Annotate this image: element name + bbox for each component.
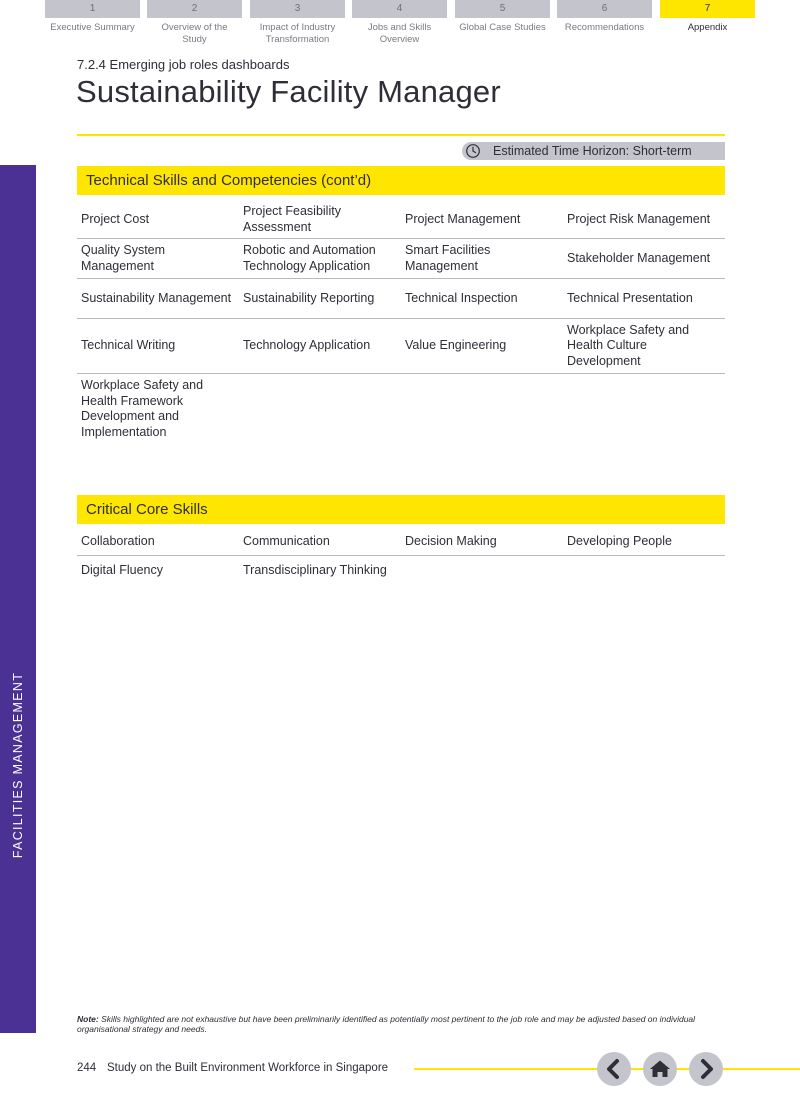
skill-cell: Stakeholder Management: [567, 250, 711, 265]
skill-cell: Developing People: [567, 533, 672, 548]
nav-tab-number: 3: [250, 0, 345, 18]
skills-row: [77, 279, 725, 319]
nav-tab-label: Global Case Studies: [459, 22, 546, 33]
nav-tab-number: 2: [147, 0, 242, 18]
skills-row: [77, 557, 725, 585]
nav-tab-appendix[interactable]: [660, 0, 755, 50]
skill-cell: Collaboration: [81, 533, 155, 548]
skill-cell: Project Management: [405, 211, 521, 226]
footnote-text: Skills highlighted are not exhaustive but have been preliminarily identified as potentially most pertinent to the job role and may be adjusted based on individual organisational strategy and needs.: [77, 1014, 696, 1034]
nav-tab-number: 1: [45, 0, 140, 18]
skill-cell: Digital Fluency: [81, 563, 163, 578]
skill-cell: Technical Inspection: [405, 290, 518, 305]
skill-cell: Sustainability Reporting: [243, 290, 375, 305]
skill-cell: Workplace Safety and Health Framework Development and Implementation: [81, 378, 204, 439]
home-button[interactable]: [643, 1052, 677, 1086]
footnote-prefix: Note:: [77, 1014, 99, 1024]
page-title: Sustainability Facility Manager: [76, 74, 501, 109]
chevron-right-icon: [689, 1052, 723, 1086]
nav-tab-number: 6: [557, 0, 652, 18]
nav-tab-label: Executive Summary: [50, 22, 135, 33]
skill-cell: Value Engineering: [405, 338, 507, 353]
skill-cell: Technical Writing: [81, 338, 176, 353]
time-horizon-badge: [462, 142, 725, 160]
nav-tab-overview[interactable]: [147, 0, 242, 50]
skill-cell: Transdisciplinary Thinking: [243, 563, 387, 578]
skills-row: [77, 374, 725, 444]
skill-cell: Sustainability Management: [81, 290, 232, 305]
skill-cell: Project Risk Management: [567, 211, 711, 226]
skills-row: [77, 319, 725, 374]
sidebar: [0, 165, 36, 1033]
skills-row: [77, 201, 725, 239]
skills-row: [77, 239, 725, 279]
skill-cell: [239, 374, 401, 444]
technical-skills-heading-text: Technical Skills and Competencies (cont’d): [86, 172, 372, 189]
skills-row: [77, 528, 725, 556]
nav-tab-label: Impact of Industry Transformation: [259, 22, 336, 45]
skill-cell: Workplace Safety and Health Culture Development: [567, 322, 690, 368]
page-number: 244: [77, 1062, 97, 1074]
nav-tab-impact[interactable]: [250, 0, 345, 50]
nav-tab-label: Overview of the Study: [161, 22, 228, 45]
skill-cell: Communication: [243, 533, 330, 548]
clock-icon: [465, 143, 481, 159]
skill-cell: Technical Presentation: [567, 290, 693, 305]
core-skills-heading-text: Critical Core Skills: [86, 501, 208, 518]
previous-page-button[interactable]: [597, 1052, 631, 1086]
skill-cell: [563, 374, 725, 444]
skill-cell: Quality System Management: [81, 243, 166, 273]
nav-tab-recommendations[interactable]: [557, 0, 652, 50]
nav-tab-number: 4: [352, 0, 447, 18]
skill-cell: [401, 557, 563, 585]
skill-cell: Robotic and Automation Technology Application: [243, 243, 376, 273]
time-horizon-label: Estimated Time Horizon: Short-term: [493, 144, 692, 158]
nav-tab-label: Appendix: [687, 22, 728, 33]
skill-cell: [401, 374, 563, 444]
title-divider: [77, 134, 725, 136]
nav-tab-jobs-skills[interactable]: [352, 0, 447, 50]
chevron-left-icon: [597, 1052, 631, 1086]
home-icon: [643, 1052, 677, 1086]
next-page-button[interactable]: [689, 1052, 723, 1086]
skill-cell: Project Feasibility Assessment: [243, 204, 341, 234]
skill-cell: Project Cost: [81, 211, 150, 226]
section-navigation: [45, 0, 755, 50]
nav-tab-case-studies[interactable]: [455, 0, 550, 50]
nav-tab-executive-summary[interactable]: [45, 0, 140, 50]
nav-tab-label: Recommendations: [564, 22, 645, 33]
nav-tab-label: Jobs and Skills Overview: [367, 22, 432, 45]
skill-cell: [563, 557, 725, 585]
nav-tab-number: 5: [455, 0, 550, 18]
skill-cell: Decision Making: [405, 533, 497, 548]
footnote: [77, 1014, 727, 1034]
core-skills-heading: [77, 495, 725, 524]
skill-cell: Technology Application: [243, 338, 371, 353]
skill-cell: Smart Facilities Management: [405, 243, 491, 273]
document-title: Study on the Built Environment Workforce in Singapore: [107, 1062, 389, 1074]
section-subtitle: 7.2.4 Emerging job roles dashboards: [77, 57, 290, 72]
sidebar-label: FACILITIES MANAGEMENT: [11, 671, 25, 859]
technical-skills-heading: [77, 166, 725, 195]
nav-tab-number: 7: [660, 0, 755, 18]
